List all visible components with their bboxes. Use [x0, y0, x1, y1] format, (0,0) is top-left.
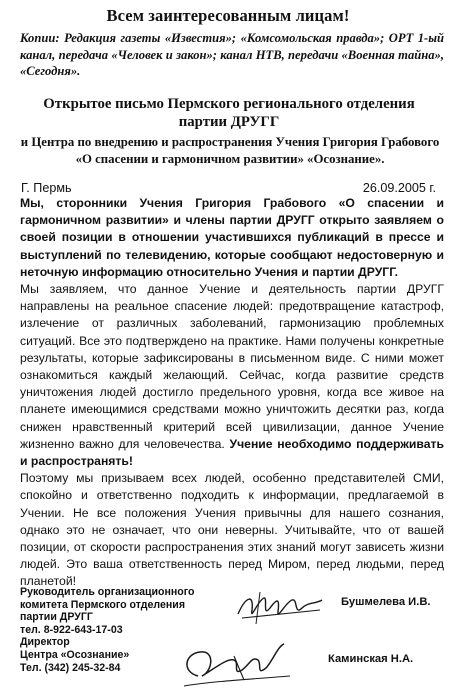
role1-line1: Руководитель организационного	[20, 586, 195, 598]
letter-city: Г. Пермь	[21, 181, 72, 195]
letter-subtitle: и Центра по внедрению и распространения Учения Григория Грабового «О спасении и гармоничном развитии» «Осознание».	[20, 135, 440, 166]
letter-date: 26.09.2005 г.	[362, 181, 436, 195]
paragraph-appeal: Поэтому мы призываем всех людей, особенно представителей СМИ, спокойно и ответственно подходить к информации, предлагаемой в Учении. Не все положения Учения привычны для нашего сознания, однако это не означает, что они неверны. Учитывайте, что от вашей позиции, от скорости распространения этих знаний могут зависеть жизни людей. Это ваша ответственность перед Миром, перед людьми, перед планетой!	[20, 471, 444, 589]
role1-line3: партии ДРУГГ	[20, 611, 93, 624]
signature-2-icon	[178, 636, 298, 692]
paragraph-statement: Мы, сторонники Учения Григория Грабового «О спасении и гармоничном развитии» и члены партии ДРУГГ открыто заявляем о своей позиции в отношении участившихся публикаций в прессе и выступлений по телевидению, которые сообщают недостоверную и неточную информацию относительно Учения и партии ДРУГГ.	[20, 196, 444, 279]
role1-line2: комитета Пермского отделения	[20, 598, 185, 611]
letter-body	[20, 195, 444, 591]
paragraph-declaration-text: Мы заявляем, что данное Учение и деятельность партии ДРУГГ направлены на реальное спасение людей: предотвращение катастроф, излечение от различных заболеваний, гармонизацию проблемных ситуаций. Все это подтверждено на практике. Нами получены конкретные результаты, которые зафиксированы в письменном виде. С ними может ознакомиться каждый желающий. Сейчас, когда развитие средств уничтожения людей достигло предельного уровня, когда все живое на планете имеющимися средствами можно уничтожить десятки раз, когда снижен нравственный критерий всей цивилизации, данное Учение жизненно важно для человечества.	[20, 282, 444, 451]
paragraph-declaration	[20, 281, 444, 470]
letter-title: Открытое письмо Пермского регионального отделения партии ДРУГГ	[43, 96, 415, 130]
paragraph-declaration-emphasis: Учение необходимо поддерживать и распространять!	[20, 436, 444, 469]
role2-line2: Центра «Осознание»	[20, 648, 130, 661]
role2-line1: Директор	[20, 636, 70, 649]
signer-2-name: Каминская Н.А.	[328, 653, 414, 665]
signature-1-icon	[232, 588, 327, 628]
phone1: тел. 8-922-643-17-03	[20, 623, 123, 636]
phone2: Тел. (342) 245-32-84	[20, 661, 121, 674]
copies-recipients: Копии: Редакция газеты «Известия»; «Комсомольская правда»; ОРТ 1-ый канал, передача «Человек и закон»; канал НТВ, передачи «Военная тайна», «Сегодня».	[20, 31, 444, 78]
header-title: Всем заинтересованным лицам!	[106, 6, 350, 25]
signer-1-name: Бушмелева И.В.	[341, 596, 431, 608]
